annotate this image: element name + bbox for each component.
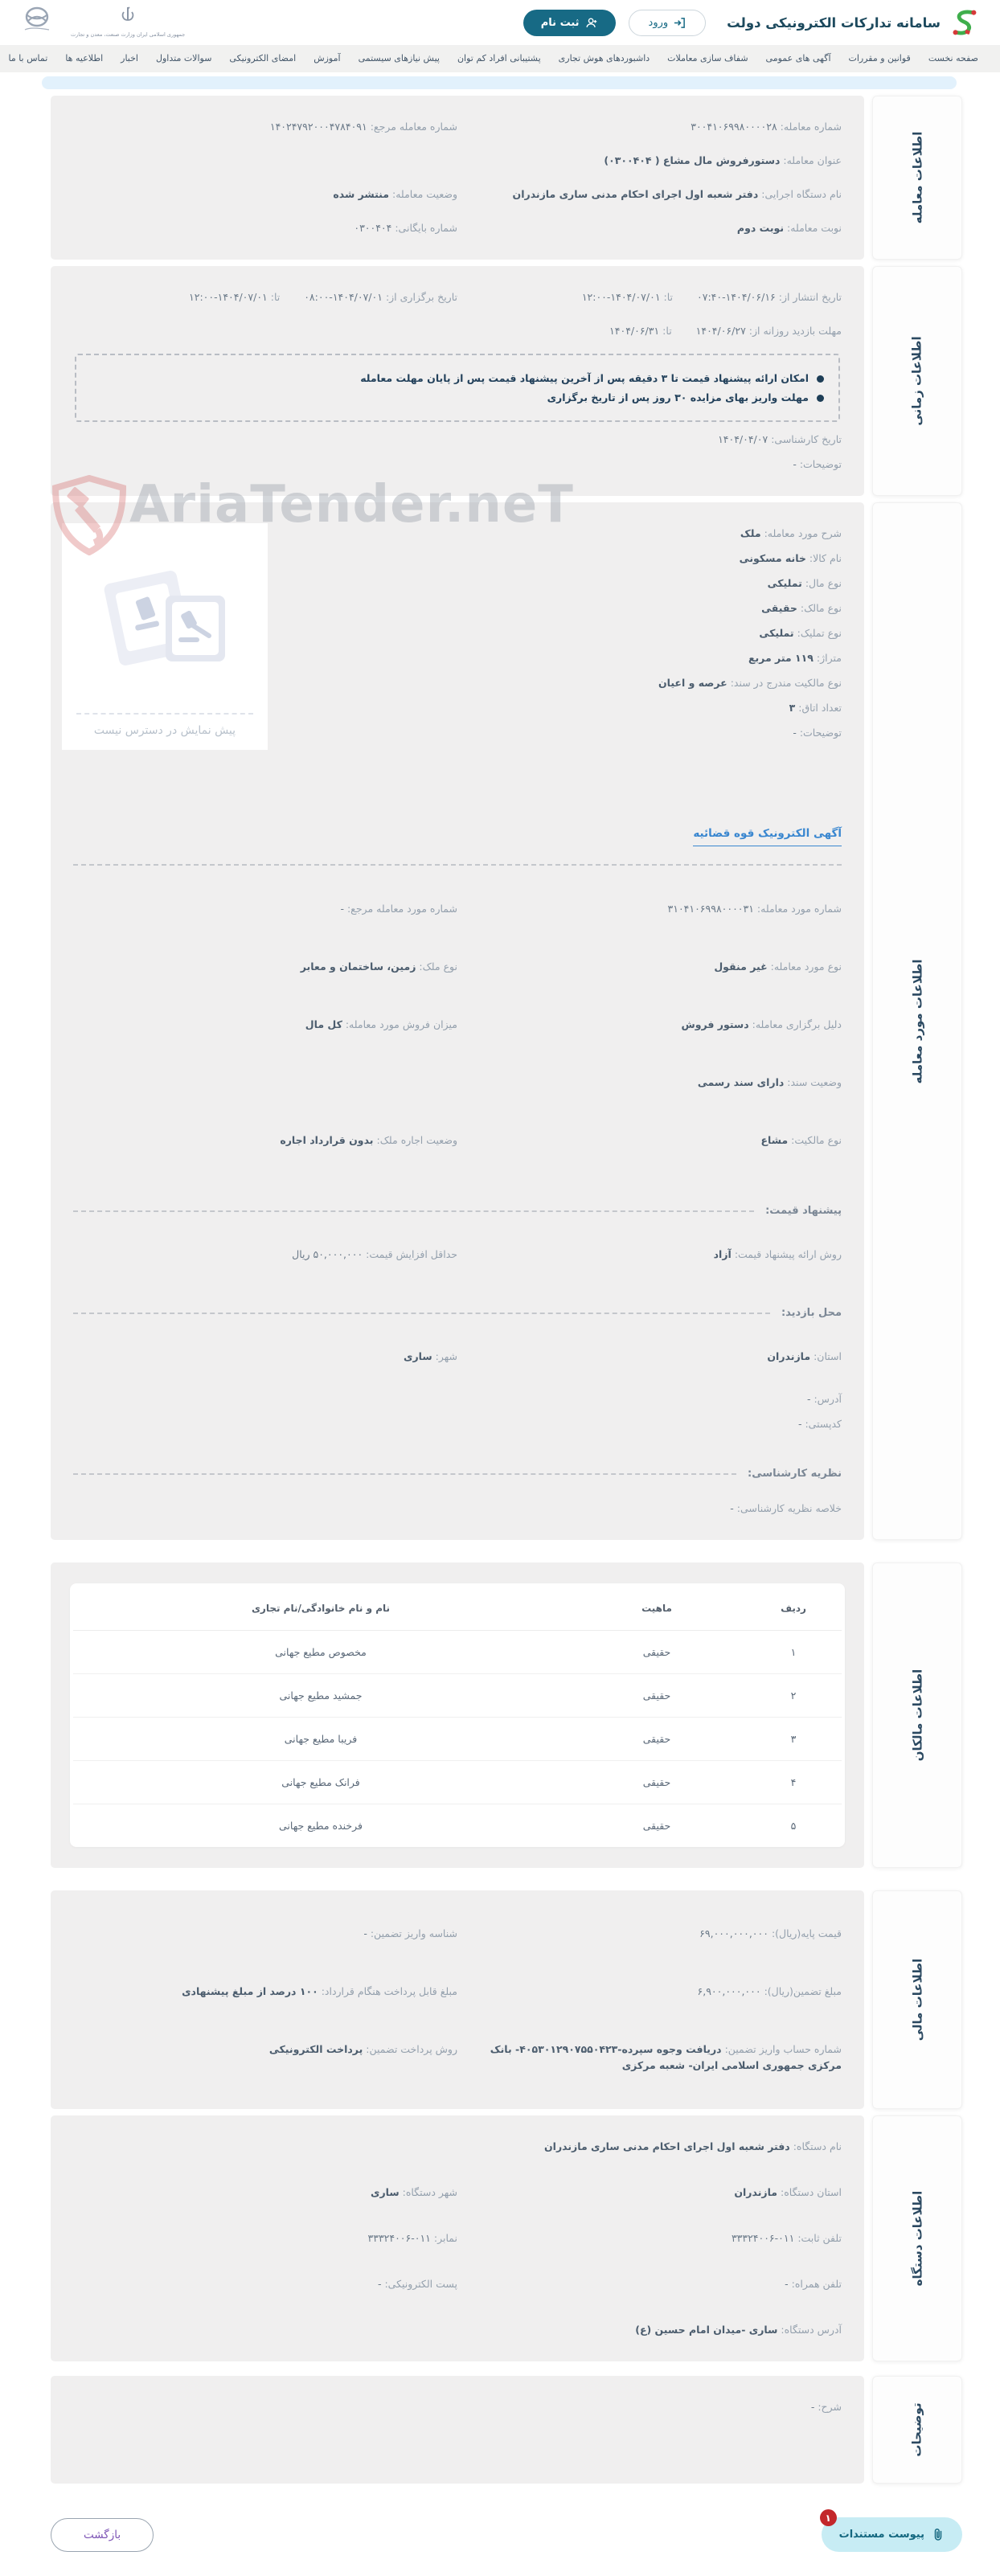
field-province: استان: مازندران <box>767 1350 842 1362</box>
field-area: متراژ: ۱۱۹ متر مربع <box>748 652 842 664</box>
nav-training[interactable]: آموزش <box>314 53 341 63</box>
owner-name: مخصوص مطیع جهانی <box>73 1631 568 1674</box>
attachments-button[interactable] <box>822 2512 962 2552</box>
field-address: آدرس: - <box>806 1393 842 1405</box>
owner-row-index: ۱ <box>745 1631 842 1674</box>
field-property-type: نوع ملک: زمین، ساختمان و معابر <box>300 960 457 973</box>
judiciary-notice-link[interactable]: آگهی الکترونیک قوه قضائیه <box>693 827 842 846</box>
field-rent-status: وضعیت اجاره ملک: بدون قرارداد اجاره <box>280 1134 457 1146</box>
nav-home[interactable]: صفحه نخست <box>928 53 978 63</box>
field-ownership-type: نوع تملیک: تملیکی <box>759 627 842 639</box>
watermark-text: AriaTender.neT <box>129 475 574 534</box>
field-item-desc: شرح مورد معامله: ملک <box>740 527 842 539</box>
owner-row-index: ۴ <box>745 1761 842 1804</box>
nav-announcements[interactable]: اطلاعیه ها <box>65 53 104 63</box>
section-agency-label: اطلاعات دستگاه <box>872 2115 962 2361</box>
owner-name: فرانک مطیع جهانی <box>73 1761 568 1804</box>
field-owner-type: نوع مالک: حقیقی <box>761 602 842 614</box>
notice-strip <box>42 76 957 89</box>
field-guarantee-payment-method: روش پرداخت تضمین: پرداخت الکترونیکی <box>268 2043 457 2055</box>
page-footer <box>51 2512 962 2552</box>
bullet-icon <box>817 375 824 383</box>
field-deal-round: نوبت معامله: نوبت دوم <box>736 222 842 234</box>
field-agency-name: نام دستگاه: دفتر شعبه اول اجرای احکام مدنی ساری مازندران <box>543 2140 842 2152</box>
field-agency-address: آدرس دستگاه: ساری -میدان امام حسین (ع) <box>635 2324 842 2336</box>
field-auction-reason: دلیل برگزاری معامله: دستور فروش <box>681 1018 842 1030</box>
ministry-caption: جمهوری اسلامی ایران وزارت صنعت، معدن و تجارت <box>71 31 186 39</box>
section-timing-info <box>51 266 962 496</box>
field-visit-range: مهلت بازدید روزانه از: ۱۴۰۴/۰۶/۲۷ تا: ۱۴۰۴/۰۶/۳۱ <box>609 325 842 337</box>
timing-notes-box <box>75 354 840 422</box>
preview-caption: پیش نمایش در دسترس نیست <box>76 713 253 737</box>
owner-row-index: ۵ <box>790 1820 797 1832</box>
image-preview-placeholder <box>62 523 268 750</box>
field-agency-phone: تلفن ثابت: ۰۱۱-۳۳۳۲۴۰۰۶ <box>731 2232 842 2244</box>
field-agency-fax: نمابر: ۰۱۱-۳۳۳۲۴۰۰۶ <box>367 2232 457 2244</box>
attachments-count-badge: ۱ <box>820 2509 837 2526</box>
field-offer-method: روش ارائه پیشنهاد قیمت: آزاد <box>713 1248 842 1260</box>
section-owners-label: اطلاعات مالکان <box>872 1562 962 1868</box>
attachments-label: پیوست مستندات <box>838 2529 924 2541</box>
ministry-logo <box>71 6 185 39</box>
auth-buttons <box>523 10 706 36</box>
field-item-name: نام کالا: خانه مسکونی <box>739 552 842 564</box>
login-button[interactable] <box>629 10 707 36</box>
nav-public-notices[interactable]: آگهی های عمومی <box>765 53 831 63</box>
owner-row <box>73 1761 842 1804</box>
field-deal-number: شماره معامله: ۳۰۰۴۱۰۶۹۹۸۰۰۰۰۲۸ <box>691 121 842 133</box>
field-rooms: تعداد اتاق: ۳ <box>789 702 842 714</box>
section-financial-label: اطلاعات مالی <box>872 1890 962 2109</box>
field-description: شرح: - <box>810 2401 842 2413</box>
owners-table <box>70 1583 845 1847</box>
login-label: ورود <box>648 16 669 29</box>
field-deal-status: وضعیت معامله: منتشر شده <box>333 188 457 200</box>
col-row-number: ردیف <box>745 1583 842 1631</box>
owner-row <box>73 1804 842 1848</box>
nav-contact[interactable]: تماس با ما <box>8 53 48 63</box>
owner-row <box>73 1631 842 1674</box>
timing-note: مهلت واریز بهای مزایده ۳۰ روز پس از تاریخ برگزاری <box>91 391 824 403</box>
field-item-ref-number: شماره مورد معامله مرجع: - <box>340 903 457 915</box>
divider <box>73 864 842 866</box>
visit-location-caption: محل بازدید: <box>73 1307 842 1319</box>
section-description <box>51 2376 962 2484</box>
field-min-increase: حداقل افزایش قیمت: ۵۰,۰۰۰,۰۰۰ ریال <box>292 1248 457 1260</box>
owner-nature: حقیقی <box>642 1820 671 1832</box>
field-auction-range: تاریخ برگزاری از: ۱۴۰۴/۰۷/۰۱-۰۸:۰۰ تا: ۱۴۰۴/۰۷/۰۱-۱۲:۰۰ <box>189 291 457 303</box>
field-guarantee-id: شناسه واریز تضمین: - <box>363 1927 457 1939</box>
owner-name: فریبا مطیع جهانی <box>73 1718 568 1761</box>
main-nav <box>0 45 1000 72</box>
field-deal-ref-number: شماره معامله مرجع: ۱۴۰۲۴۷۹۲۰۰۰۴۷۸۴۰۹۱ <box>269 121 457 133</box>
col-fullname: نام و نام خانوادگی/نام تجاری <box>73 1583 568 1631</box>
field-sale-portion: میزان فروش مورد معامله: کل مال <box>305 1018 457 1030</box>
field-item-notes: توضیحات: - <box>793 727 842 739</box>
field-deal-title: عنوان معامله: دستورفروش مال مشاع ( ۰۳۰۰۴۰۴) <box>604 154 842 166</box>
nav-esignature[interactable]: امضای الکترونیکی <box>229 53 297 63</box>
nav-rules[interactable]: قوانین و مقررات <box>848 53 911 63</box>
section-deal-info <box>51 96 962 260</box>
back-button[interactable]: بازگشت <box>51 2518 154 2552</box>
field-agency-province: استان دستگاه: مازندران <box>734 2186 842 2198</box>
price-offer-caption: پیشنهاد قیمت: <box>73 1205 842 1217</box>
owner-row-index: ۳ <box>745 1718 842 1761</box>
section-description-label: توضیحات <box>872 2376 962 2484</box>
nav-transparency[interactable]: شفاف سازی معاملات <box>667 53 748 63</box>
field-guarantee-account: شماره حساب واریز تضمین: دریافت وجوه سپرده-۴۰۵۳۰۱۲۹۰۷۵۵۰۴۲۳- بانک مرکزی جمهوری اسلامی ایران- شعبه مرکزی <box>490 2043 842 2071</box>
field-city: شهر: ساری <box>404 1350 457 1362</box>
nav-system-requirements[interactable]: پیش نیازهای سیستمی <box>358 53 440 63</box>
field-agency-mobile: تلفن همراه: - <box>785 2278 842 2290</box>
field-payable-on-contract: مبلغ قابل پرداخت هنگام قرارداد: ۱۰۰ درصد از مبلغ پیشنهادی <box>182 1985 457 1997</box>
app-header <box>0 0 1000 45</box>
owner-row <box>73 1674 842 1718</box>
section-item-info <box>51 475 962 1540</box>
ecommerce-center-logo <box>21 6 53 33</box>
owner-nature: حقیقی <box>568 1761 745 1804</box>
register-label: ثبت نام <box>540 16 580 29</box>
government-logos <box>21 6 185 39</box>
iran-emblem-icon <box>117 6 138 30</box>
field-publish-range: تاریخ انتشار از: ۱۴۰۴/۰۶/۱۶-۰۷:۴۰ تا: ۱۴۰۴/۰۷/۰۱-۱۲:۰۰ <box>581 291 842 303</box>
bullet-icon <box>817 395 824 402</box>
timing-note: امکان ارائه پیشنهاد قیمت تا ۳ دقیقه پس از آخرین پیشنهاد قیمت پس از پایان مهلت معامله <box>91 372 824 384</box>
setad-logo-icon <box>949 7 979 38</box>
globe-icon <box>21 6 53 33</box>
field-item-number: شماره مورد معامله: ۳۱۰۴۱۰۶۹۹۸۰۰۰۰۳۱ <box>667 903 842 915</box>
section-financial-info <box>51 1890 962 2109</box>
owner-nature: حقیقی <box>568 1674 745 1718</box>
field-deed-ownership: نوع مالکیت مندرج در سند: عرصه و اعیان <box>658 677 842 689</box>
section-item-label: اطلاعات مورد معامله <box>872 502 962 1540</box>
nav-accessibility[interactable]: پشتیبانی افراد کم توان <box>457 53 541 63</box>
nav-faq[interactable]: سوالات متداول <box>155 53 212 63</box>
nav-bi-dashboards[interactable]: داشبوردهای هوش تجاری <box>558 53 650 63</box>
owner-nature: حقیقی <box>568 1631 745 1674</box>
field-item-type: نوع مورد معامله: غیر منقول <box>714 960 842 973</box>
field-ownership-kind: نوع مالکیت: مشاع <box>760 1134 842 1146</box>
field-postal-code: کدپستی: - <box>797 1418 842 1430</box>
expert-opinion-caption: نظریه کارشناسی: <box>73 1468 842 1480</box>
nav-news[interactable]: اخبار <box>121 53 138 63</box>
field-guarantee-amount: مبلغ تضمین(ریال): ۶,۹۰۰,۰۰۰,۰۰۰ <box>697 1985 842 1997</box>
field-agency-email: پست الکترونیکی: - <box>377 2278 457 2290</box>
field-deal-archive-number: شماره بایگانی: ۰۳۰۰۴۰۴ <box>354 222 457 234</box>
paperclip-icon <box>932 2528 945 2541</box>
login-icon <box>674 17 686 29</box>
field-timing-notes: توضیحات: - <box>793 458 842 470</box>
col-nature: ماهیت <box>568 1583 745 1631</box>
section-owners-info <box>51 1562 962 1868</box>
owner-name: فرخنده مطیع جهانی <box>279 1820 363 1832</box>
owner-row <box>73 1718 842 1761</box>
owner-row-index: ۲ <box>745 1674 842 1718</box>
field-deal-agency: نام دستگاه اجرایی: دفتر شعبه اول اجرای احکام مدنی ساری مازندران <box>512 188 842 200</box>
section-timing-label: اطلاعات زمانی <box>872 266 962 496</box>
owner-name: جمشید مطیع جهانی <box>73 1674 568 1718</box>
field-base-price: قیمت پایه(ریال): ۶۹,۰۰۰,۰۰۰,۰۰۰ <box>699 1927 842 1939</box>
gavel-placeholder-icon <box>96 554 233 682</box>
brand <box>727 7 979 38</box>
field-asset-type: نوع مال: تملیکی <box>767 577 842 589</box>
field-agency-city: شهر دستگاه: ساری <box>370 2186 457 2198</box>
register-icon <box>585 17 598 29</box>
owners-header-row <box>73 1583 842 1631</box>
app-title: سامانه تدارکات الکترونیکی دولت <box>727 14 941 31</box>
field-expert-summary: خلاصه نظریه کارشناسی: - <box>730 1502 842 1514</box>
section-agency-info <box>51 2115 962 2361</box>
register-button[interactable] <box>523 10 616 36</box>
field-deed-status: وضعیت سند: دارای سند رسمی <box>697 1076 842 1088</box>
section-deal-label: اطلاعات معامله <box>872 96 962 260</box>
owner-nature: حقیقی <box>568 1718 745 1761</box>
field-expertise-date: تاریخ کارشناسی: ۱۴۰۴/۰۴/۰۷ <box>718 433 842 445</box>
